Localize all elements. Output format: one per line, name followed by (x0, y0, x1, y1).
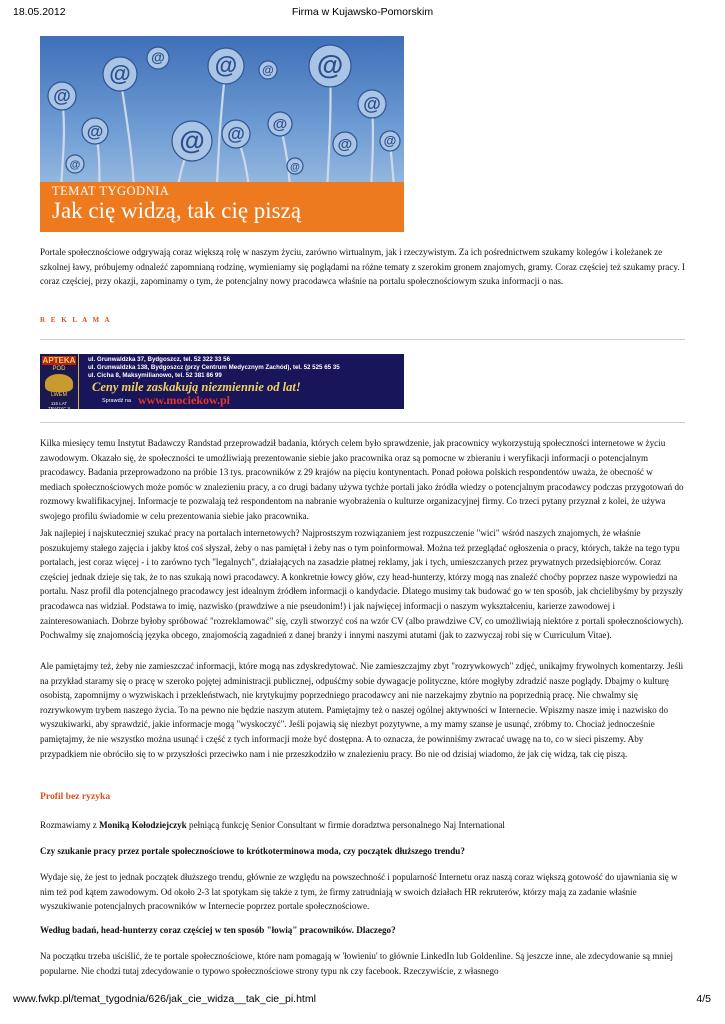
paragraph-3: Ale pamiętajmy też, żeby nie zamieszczać informacji, które mogą nas zdyskredytować. Nie zamieszczajmy zbyt "rozrywkowych" zdjęć, unikajmy frywolnych komentarzy. Jeśli na przykład staramy się o pracę w szeroko pojętej administracji publicznej, odpuśćmy sobie dywagacje polityczne, które mogłyby zdradzić nasze poglądy. Dbajmy o kulturę osobistą, zapomnijmy o wyzwiskach i przekleństwach, nie krytykujmy poprzedniego pracodawcy ani nie narzekajmy zbytnio na poprzednią pracę. Nie chwalmy się rozrywkowym trybem naszego życia. To na pewno nie będzie naszym atutem. Pamiętajmy też o naszej ogólnej aktywności w Internecie. Wpiszmy nasze imię i nazwisko do wyszukiwarki, aby sprawdzić, jakie informacje mogą "wyskoczyć". Jeśli pojawią się niezbyt pozytywne, a my mamy szanse je usunąć, zróbmy to. Chociaż jednocześnie pamiętajmy, że nie wszystko można usunąć i część z tych informacji może być dostępna. A to oznacza, że powinniśmy zwracać uwagę na to, co w sieci piszemy. Aby przypadkiem nie obróciło się to w przyszłości przeciwko nam i nie przeszkodziło w znalezieniu pracy. Bo nie od dzisiaj wiadomo, że jak cię widzą, tak cię piszą. (40, 661, 684, 759)
svg-text:@: @ (69, 159, 81, 171)
logo-years: 115 LAT TRADYCJI (47, 401, 70, 409)
svg-text:@: @ (227, 124, 245, 144)
svg-text:@: @ (316, 50, 344, 80)
print-date: 18.05.2012 (13, 6, 66, 18)
svg-text:@: @ (262, 63, 274, 77)
answer-2: Na początku trzeba uściślić, że te portale społecznościowe, które nam pomagają w 'łowieniu' to głównie LinkedIn lub Goldenline. Są jeszcze inne, ale zdecydowanie są mniej popularne. Nie chodzi tutaj zdecydowanie o typowo społecznościowe strony typu nk czy facebook. Rzeczywiście, z własnego (40, 951, 674, 976)
intro-paragraph: Portale społecznościowe odgrywają coraz większą rolę w naszym życiu, zarówno wirtualnym, jak i rzeczywistym. Za ich pośrednictwem szukamy kolegów i koleżanek ze szkolnej ławy, próbujemy odnaleźć zapomnianą rodzinę, wymieniamy się poglądami na różne tematy z szerokim gronem znajomych, gramy. Coraz częściej też szukamy pracy. I coraz częściej, przy okazji, zapominamy o tym, że potencjalny nowy pracodawca właśnie na portalu społecznościowym szuka informacji o nas. (40, 247, 685, 287)
paragraph-2: Jak najlepiej i najskuteczniej szukać pracy na portalach internetowych? Najprostszym rozwiązaniem jest rozpuszczenie "wici" wśród naszych znajomych, że właśnie poszukujemy stałego zajęcia i jakby ktoś coś słyszał, żeby o nas pamiętał i żeby nas o tym poinformował. Można też przeglądać ogłoszenia o pracy, których, także na tego typu portalach, jest coraz więcej - i to zarówno tych "legalnych", działających na zasadzie płatnej reklamy, jak i tych, umieszczanych przez prywatnych przedsiębiorców. Coraz częściej jednak dzieje się tak, że to nas szukają nowi pracodawcy. A konkretnie łowcy głów, czy head-hunterzy, którzy mogą nas znaleźć choćby poprzez nasze wypowiedzi na portalu. Nasz profil dla potencjalnego pracodawcy jest idealnym źródłem informacji o kandydacie. Dlatego musimy tak budować go w ten sposób, jak chcielibyśmy by przyszły pracodawca nas widział. Podstawa to imię, nazwisko (prawdziwe a nie pseudonim!) i jak najwięcej informacji o naszym wykształceniu, karierze zawodowej i zainteresowaniach. Dobrze byłoby spróbować "rozreklamować" się, czyli stworzyć coś na wzór CV (albo prawdziwe CV, co umożliwiają niektóre z portali społecznościowych). Pochwalmy się znajomością języka obcego, znajomością zagadnień z danej branży i innymi naszymi atutami (jak to zazwyczaj robi się w Curriculum Vitae). (40, 528, 684, 641)
interview-intro-after: pełniącą funkcję Senior Consultant w firmie doradztwa personalnego Naj International (186, 820, 505, 830)
ad-address-1: ul. Grunwaldzka 37, Bydgoszcz, tel. 52 322 33 56 (88, 356, 231, 363)
pharmacy-ad[interactable] (40, 354, 404, 409)
logo-sub: POD (52, 366, 66, 372)
answer-1: Wydaje się, że jest to jednak początek dłuższego trendu, głównie ze względu na powszechność i popularność Internetu oraz naszą coraz większą gotowość do ujawniania się w nim też pod kątem zawodowym. Od około 2-3 lat spotykam się także z tym, że firmy zatrudniają w swoich działach HR rekruterów, którzy mają za zadanie właśnie wyszukiwanie potencjalnych pracowników w Internecie poprzez portale społecznościowe. (40, 872, 678, 912)
print-title: Firma w Kujawsko-Pomorskim (291, 6, 434, 18)
svg-text:@: @ (337, 136, 353, 153)
svg-text:@: @ (290, 162, 300, 173)
pharmacy-logo (40, 354, 79, 409)
banner-title-strip (40, 182, 404, 232)
logo-city: LWEM (50, 392, 68, 398)
svg-text:@: @ (151, 49, 165, 65)
interview-intro-before: Rozmawiamy z (40, 820, 100, 830)
banner-headline: Jak cię widzą, tak cię piszą (52, 198, 302, 223)
ad-site-link[interactable]: www.mociekow.pl (138, 393, 231, 407)
svg-text:@: @ (383, 133, 397, 148)
question-1: Czy szukanie pracy przez portale społecznościowe to krótkoterminowa moda, czy początek dłuższego trendu? (40, 846, 465, 856)
ad-label: R E K L A M A (40, 316, 112, 324)
article-banner (40, 36, 404, 232)
svg-text:@: @ (363, 94, 381, 114)
svg-text:@: @ (179, 125, 205, 155)
svg-text:@: @ (109, 61, 131, 86)
banner-kicker: TEMAT TYGODNIA (52, 184, 170, 198)
ad-address-2: ul. Grunwaldzka 138, Bydgoszcz (przy Centrum Medycznym Zachód), tel. 52 525 65 35 (88, 364, 340, 371)
ad-check-label: Sprawdź na (102, 398, 132, 404)
divider-bottom (40, 422, 685, 423)
svg-text:@: @ (272, 116, 288, 133)
footer-url[interactable]: www.fwkp.pl/temat_tygodnia/626/jak_cie_widza__tak_cie_pi.html (13, 993, 316, 1005)
interview-intro (40, 818, 685, 833)
divider-top (40, 339, 685, 340)
lion-icon (45, 374, 73, 392)
section-title: Profil bez ryzyka (40, 791, 111, 802)
logo-name: APTEKA (42, 356, 76, 365)
svg-text:@: @ (86, 122, 104, 141)
ad-address-3: ul. Cicha 8, Maksymilianowo, tel. 52 381 86 99 (88, 372, 222, 379)
page-number: 4/5 (696, 993, 711, 1005)
paragraph-1: Kilka miesięcy temu Instytut Badawczy Randstad przeprowadził badania, których celem było sprawdzenie, jak pracownicy wykorzystują społeczności internetowe w życiu zawodowym. Okazało się, że społeczności te umożliwiają prezentowanie siebie jako pracownika oraz są pomocne w zbieraniu i weryfikacji informacji o potencjalnym pracodawcy. Badania przeprowadzono na próbie 13 tys. pracowników z 29 krajów na pięciu kontynentach. Ponad połowa polskich respondentów uważa, że obecność w mediach społecznościowych może pomóc w znalezieniu pracy, a co drugi badany używa tychże portali jako źródła wiedzy o potencjalnym pracodawcy podczas przygotowań do rozmowy kwalifikacyjnej. Informacje te pozwalają też respondentom na nabranie wyobrażenia o kulturze organizacyjnej firmy. Co trzeci pytany przyznał z kolei, że używa swojego profilu świadomie w celu prezentowania siebie jako pracownika. (40, 438, 684, 521)
svg-text:@: @ (214, 52, 238, 78)
svg-text:@: @ (53, 86, 71, 106)
print-header (0, 6, 725, 20)
interviewee-name: Moniką Kołodziejczyk (99, 820, 187, 830)
question-2: Według badań, head-hunterzy coraz częściej w ten sposób "łowią" pracowników. Dlaczego? (40, 925, 396, 935)
ad-slogan: Ceny mile zaskakują niezmiennie od lat! (92, 380, 301, 394)
print-footer (0, 993, 725, 1007)
